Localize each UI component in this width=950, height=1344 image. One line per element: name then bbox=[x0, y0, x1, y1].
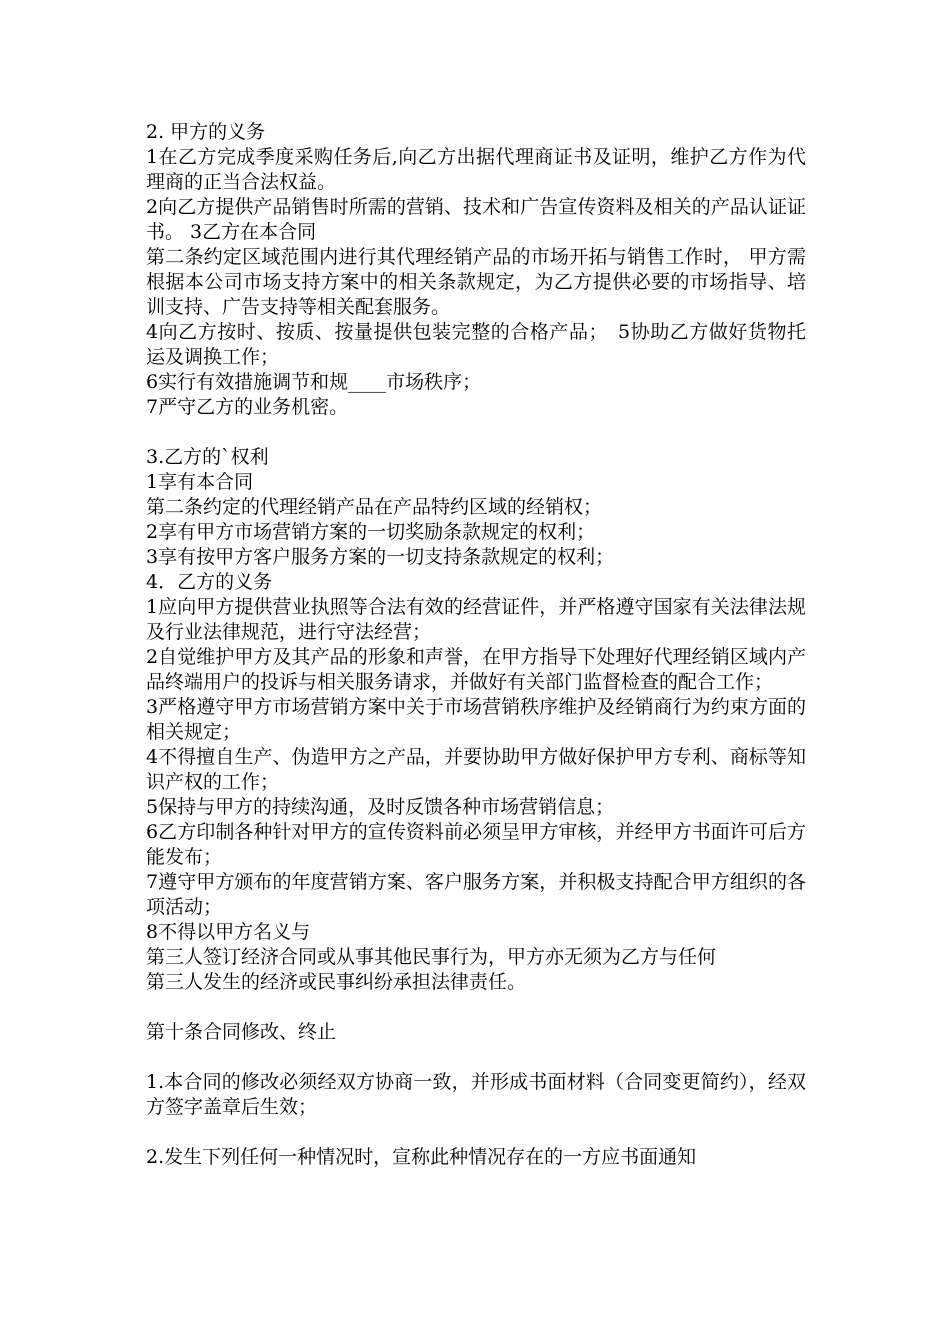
paragraph: 2自觉维护甲方及其产品的形象和声誉，在甲方指导下处理好代理经销区域内产品终端用户的投诉与相关服务请求，并做好有关部门监督检查的配合工作； bbox=[146, 646, 806, 693]
paragraph: 3严格遵守甲方市场营销方案中关于市场营销秩序维护及经销商行为约束方面的相关规定； bbox=[146, 696, 806, 743]
paragraph: 1在乙方完成季度采购任务后,向乙方出据代理商证书及证明，维护乙方作为代理商的正当合法权益。 bbox=[146, 146, 806, 193]
paragraph: 1.本合同的修改必须经双方协商一致，并形成书面材料（合同变更简约），经双方签字盖章后生效； bbox=[146, 1071, 806, 1118]
blank-line bbox=[146, 1120, 806, 1145]
heading-party-b-rights: 3.乙方的`权利 bbox=[146, 446, 269, 468]
paragraph: 5保持与甲方的持续沟通，及时反馈各种市场营销信息； bbox=[146, 796, 615, 818]
heading-article-ten: 第十条合同修改、终止 bbox=[146, 1021, 337, 1043]
paragraph: 第二条约定区域范围内进行其代理经销产品的市场开拓与销售工作时， 甲方需根据本公司市场支持方案中的相关条款规定，为乙方提供必要的市场指导、培训支持、广告支持等相关配套服务。 bbox=[146, 246, 806, 318]
heading-party-b-obligations: 4．乙方的义务 bbox=[146, 571, 273, 593]
paragraph: 7遵守甲方颁布的年度营销方案、客户服务方案，并积极支持配合甲方组织的各项活动； bbox=[146, 871, 806, 918]
paragraph: 6乙方印制各种针对甲方的宣传资料前必须呈甲方审核，并经甲方书面许可后方能发布； bbox=[146, 821, 806, 868]
paragraph: 1享有本合同 bbox=[146, 471, 254, 493]
paragraph: 2.发生下列任何一种情况时，宣称此种情况存在的一方应书面通知 bbox=[146, 1146, 697, 1168]
paragraph: 4不得擅自生产、伪造甲方之产品，并要协助甲方做好保护甲方专利、商标等知识产权的工作； bbox=[146, 746, 806, 793]
paragraph: 7严守乙方的业务机密。 bbox=[146, 396, 349, 418]
paragraph: 2向乙方提供产品销售时所需的营销、技术和广告宣传资料及相关的产品认证证书。 3乙方在本合同 bbox=[146, 196, 806, 243]
paragraph: 第三人发生的经济或民事纠纷承担法律责任。 bbox=[146, 971, 527, 993]
paragraph: 第三人签订经济合同或从事其他民事行为，甲方亦无须为乙方与任何 bbox=[146, 946, 717, 968]
blank-line bbox=[146, 995, 806, 1020]
paragraph: 第二条约定的代理经销产品在产品特约区域的经销权； bbox=[146, 496, 603, 518]
paragraph: 4向乙方按时、按质、按量提供包装完整的合格产品； 5协助乙方做好货物托运及调换工作； bbox=[146, 321, 806, 368]
blank-line bbox=[146, 420, 806, 445]
paragraph: 8不得以甲方名义与 bbox=[146, 921, 311, 943]
document-body bbox=[146, 120, 806, 1170]
paragraph: 1应向甲方提供营业执照等合法有效的经营证件，并严格遵守国家有关法律法规及行业法律规范，进行守法经营； bbox=[146, 596, 806, 643]
paragraph: 3享有按甲方客户服务方案的一切支持条款规定的权利； bbox=[146, 546, 615, 568]
blank-line bbox=[146, 1045, 806, 1070]
paragraph: 2享有甲方市场营销方案的一切奖励条款规定的权利； bbox=[146, 521, 596, 543]
heading-party-a-obligations: 2. 甲方的义务 bbox=[146, 121, 266, 143]
paragraph: 6实行有效措施调节和规____市场秩序； bbox=[146, 371, 482, 393]
